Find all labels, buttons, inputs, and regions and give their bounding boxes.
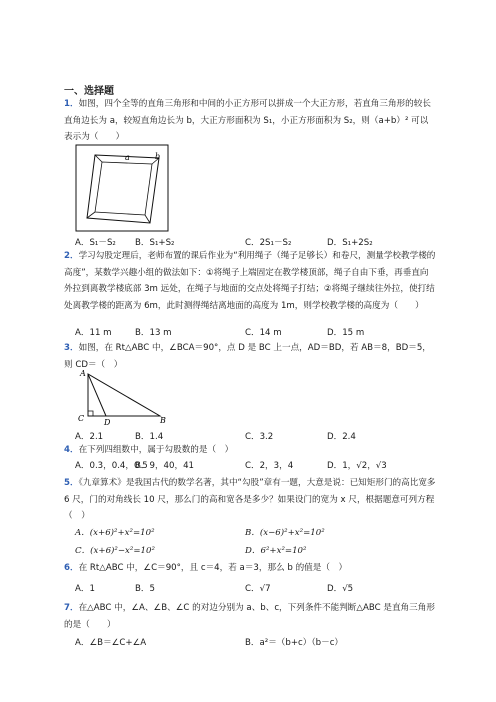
- option-d[interactable]: D．2.4: [327, 432, 356, 442]
- option-d[interactable]: D．S₁+2S₂: [327, 238, 373, 248]
- question-number: 2．: [64, 251, 79, 261]
- question-5-options-row1: [75, 526, 445, 540]
- question-number: 3．: [64, 343, 79, 353]
- option-a[interactable]: A．∠B＝∠C+∠A: [75, 638, 147, 648]
- option-c[interactable]: C．3.2: [245, 432, 274, 442]
- option-b[interactable]: B．a²＝（b+c）（b－c）: [245, 638, 344, 648]
- section-title: 一、选择题: [64, 86, 114, 97]
- question-text: 如图，四个全等的直角三角形和中间的小正方形可以拼成一个大正方形，若直角三角形的较长直角边长为 a，较短直角边长为 b，大正方形面积为 S₁，小正方形面积为 S₂，则（a+b）² 可以表示为（ ）: [64, 99, 431, 142]
- question-5-options-row2: [75, 544, 445, 558]
- option-b[interactable]: B．S₁+S₂: [135, 238, 175, 248]
- option-c[interactable]: C．(x+6)²−x²=10²: [75, 546, 155, 556]
- question-5: [64, 475, 436, 525]
- question-2-options: [75, 326, 445, 340]
- question-1: [64, 96, 436, 146]
- square-figure: [75, 144, 169, 232]
- option-b[interactable]: B．5: [135, 584, 155, 594]
- option-c[interactable]: C．14 m: [245, 328, 282, 338]
- label-b: b: [155, 152, 161, 161]
- option-b[interactable]: B．(x−6)²+x²=10²: [245, 528, 325, 538]
- option-b[interactable]: B．13 m: [135, 328, 172, 338]
- option-b[interactable]: B．1.4: [135, 432, 164, 442]
- question-text: 在下列四组数中，属于勾股数的是（ ）: [78, 445, 234, 455]
- question-4: [64, 442, 436, 459]
- question-number: 6．: [64, 563, 79, 573]
- question-text: 如图，在 Rt△ABC 中，∠BCA＝90°，点 D 是 BC 上一点，AD＝BD，若 AB＝8，BD＝5，则 CD＝（ ）: [64, 343, 431, 370]
- option-a[interactable]: A．1: [75, 584, 95, 594]
- question-7: [64, 600, 436, 633]
- option-d[interactable]: D．15 m: [327, 328, 365, 338]
- label-B: B: [160, 416, 166, 425]
- option-d[interactable]: D．√5: [327, 584, 354, 594]
- question-text: 《九章算术》是我国古代的数学名著，其中“勾股”章有一题，大意是说：已知矩形门的高比宽多 6 尺，门的对角线长 10 尺，那么门的高和宽各是多少？如果设门的宽为 x 尺，根据题意可列方程（ ）: [64, 478, 436, 521]
- question-2: [64, 248, 436, 314]
- question-number: 4．: [64, 445, 79, 455]
- option-a[interactable]: A．11 m: [75, 328, 112, 338]
- option-c[interactable]: C．2，3，4: [245, 461, 294, 471]
- option-a[interactable]: A．S₁－S₂: [75, 238, 116, 248]
- question-text: 学习勾股定理后，老师布置的课后作业为“利用绳子（绳子足够长）和卷尺，测量学校教学楼的高度”，某数学兴趣小组的做法如下：①将绳子上端固定在教学楼顶部，绳子自由下垂，再垂直向外拉到离教学楼底部 3m 远处，在绳子与地面的交点处将绳子打结；②将绳子继续往外拉，使打结处离教学楼的距离为 6m，此时测得绳结离地面的高度为 1m，则学校教学楼的高度为（ ）: [64, 251, 436, 311]
- question-6: [64, 560, 436, 577]
- option-a[interactable]: A．0.3，0.4，0.5: [75, 461, 148, 471]
- option-d[interactable]: D．6²+x²=10²: [245, 546, 307, 556]
- option-a[interactable]: A．2.1: [75, 432, 104, 442]
- label-A: A: [80, 369, 86, 378]
- label-C: C: [78, 414, 85, 423]
- question-6-options: [75, 582, 445, 596]
- question-number: 7．: [64, 603, 79, 613]
- question-text: 在 Rt△ABC 中，∠C＝90°，且 c＝4，若 a＝3，那么 b 的值是（ ）: [78, 563, 348, 573]
- option-a[interactable]: A．(x+6)²+x²=10²: [75, 528, 155, 538]
- question-text: 在△ABC 中，∠A、∠B、∠C 的对边分别为 a、b、c，下列条件不能判断△ABC 是直角三角形的是（ ）: [64, 603, 435, 630]
- question-number: 5．: [64, 478, 79, 488]
- triangle-figure: [70, 366, 170, 428]
- question-7-options: [75, 636, 445, 650]
- option-d[interactable]: D．1，√2，√3: [327, 461, 387, 471]
- label-a: a: [125, 153, 130, 162]
- question-number: 1．: [64, 99, 79, 109]
- question-4-options: [75, 459, 445, 473]
- option-c[interactable]: C．2S₁－S₂: [245, 238, 292, 248]
- option-b[interactable]: B．9，40，41: [135, 461, 195, 471]
- option-c[interactable]: C．√7: [245, 584, 271, 594]
- label-D: D: [104, 418, 111, 427]
